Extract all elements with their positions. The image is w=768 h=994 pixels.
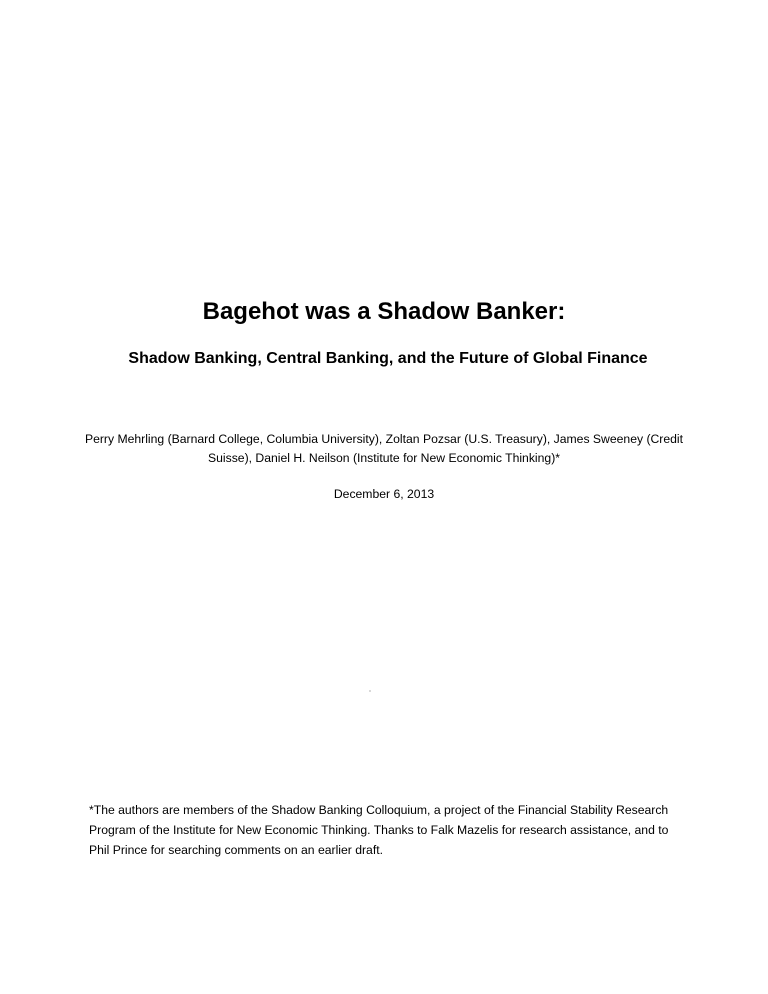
paper-title: Bagehot was a Shadow Banker: [202, 298, 566, 325]
author-list: Perry Mehrling (Barnard College, Columbia University), Zoltan Pozsar (U.S. Treasury), James Sweeney (Credit Suisse), Daniel H. Neilson (Institute for New Economic Thinking)* [84, 432, 684, 465]
publication-date: December 6, 2013 [333, 487, 435, 501]
author-footnote: *The authors are members of the Shadow Banking Colloquium, a project of the Financial Stability Research Program of the Institute for New Economic Thinking. Thanks to Falk Mazelis for research assistance, and to Phil Prince for searching comments on an earlier draft. [89, 803, 669, 857]
stray-mark [369, 690, 371, 692]
paper-subtitle: Shadow Banking, Central Banking, and the Future of Global Finance [128, 350, 648, 367]
